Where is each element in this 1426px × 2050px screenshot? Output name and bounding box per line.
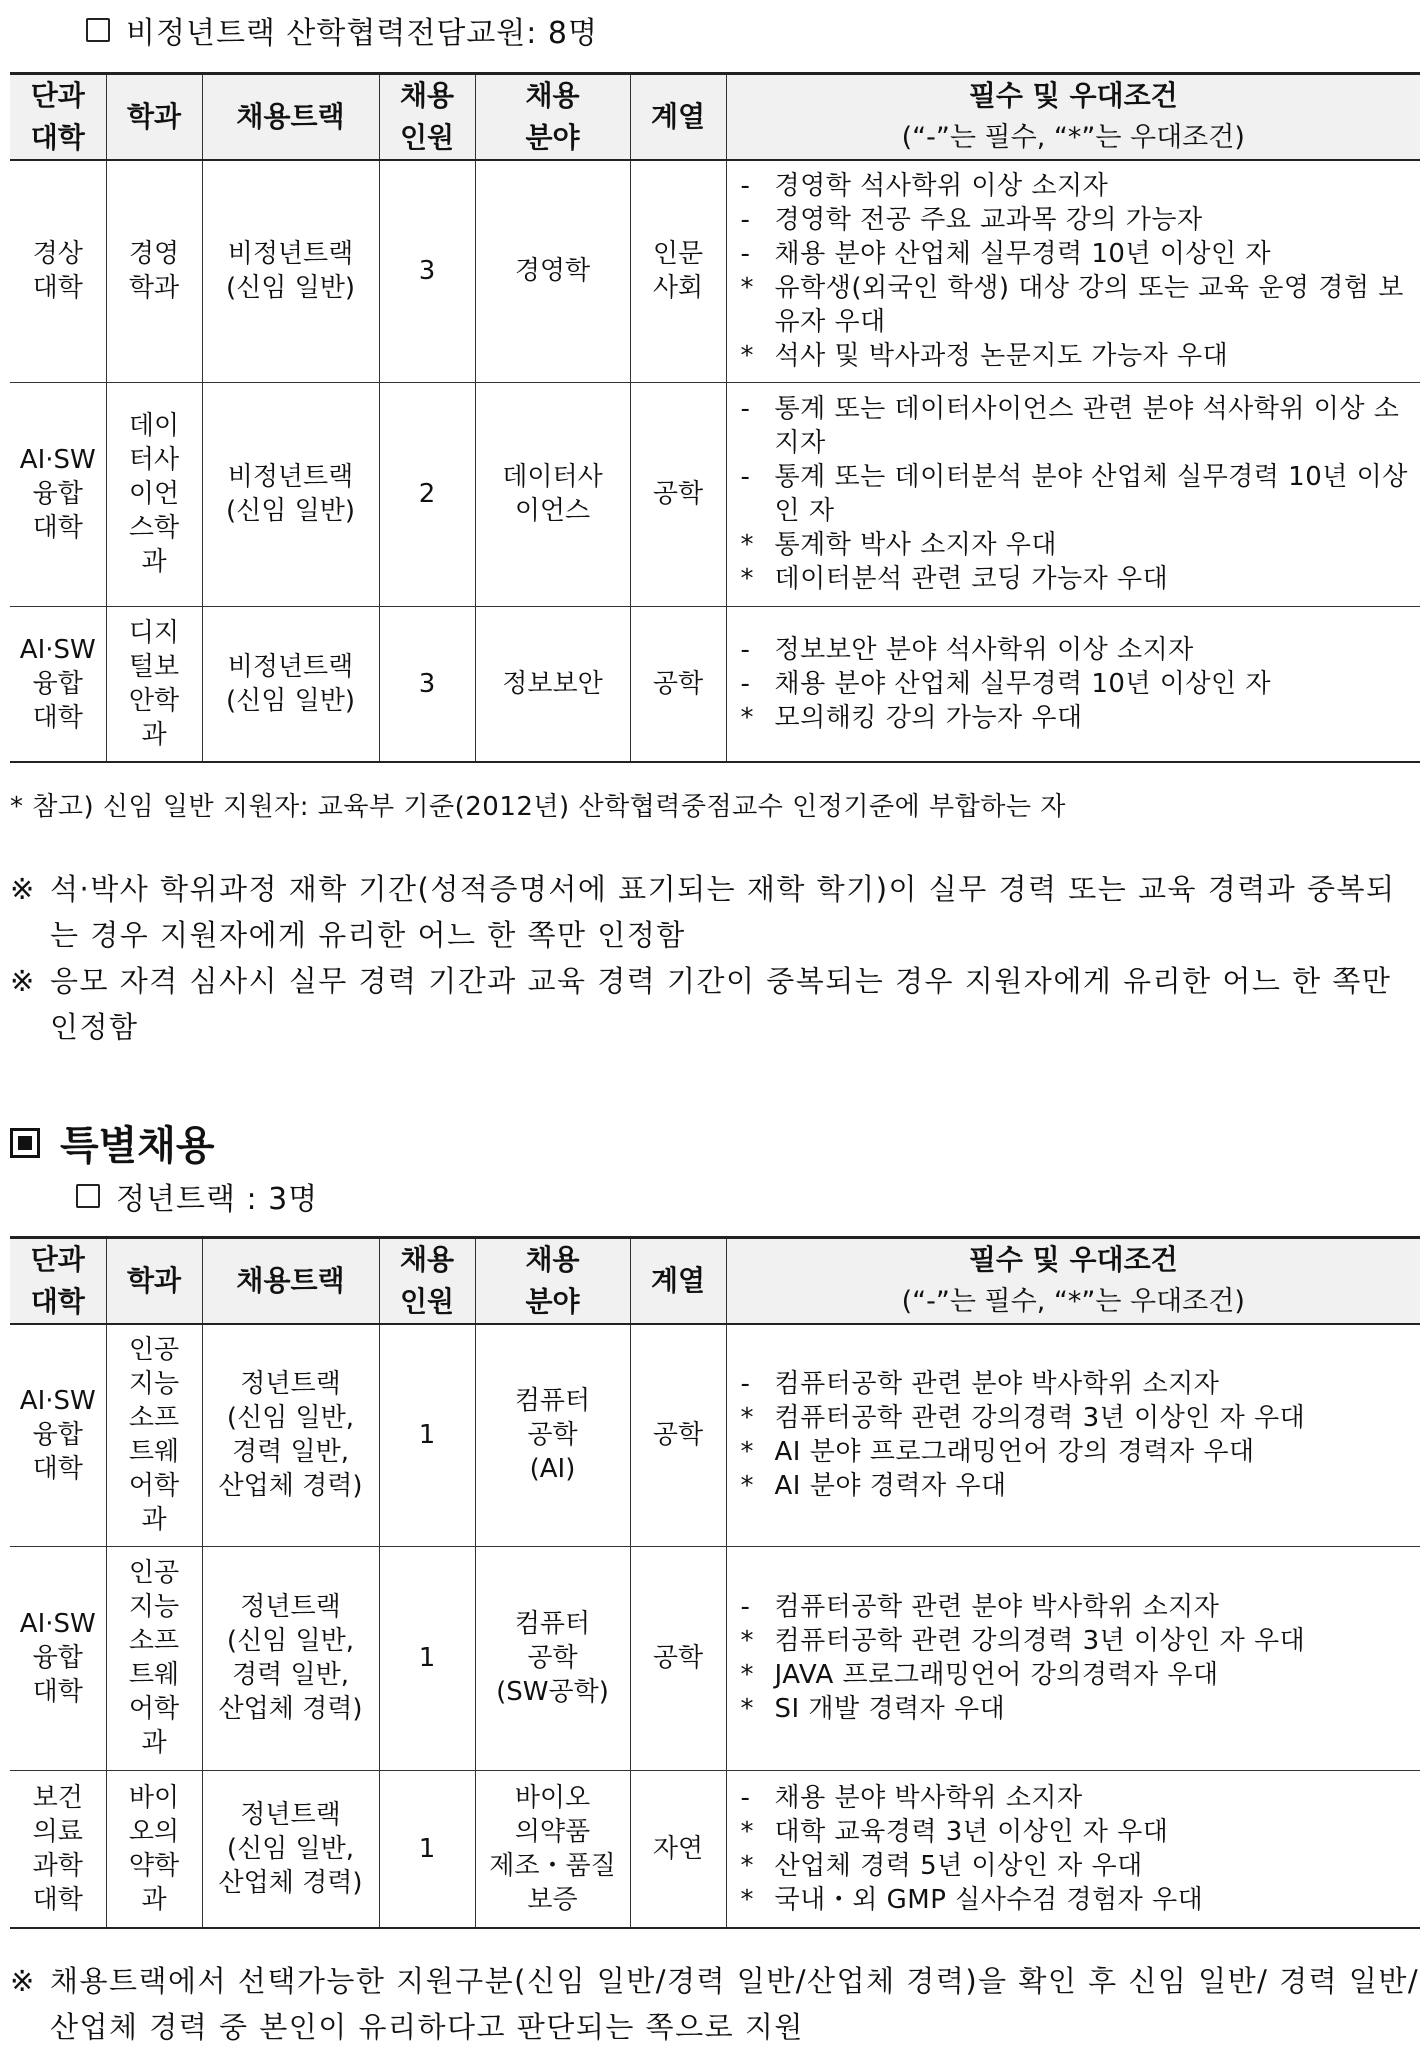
condition-text: 통계 또는 데이터사이언스 관련 분야 석사학위 이상 소지자 <box>774 394 1400 458</box>
header-dept: 학과 <box>106 1238 202 1325</box>
condition-text: 통계학 박사 소지자 우대 <box>774 530 1057 560</box>
cell-conditions <box>726 1546 1420 1770</box>
condition-item <box>741 1815 1411 1849</box>
condition-text: 유학생(외국인 학생) 대상 강의 또는 교육 운영 경험 보유자 우대 <box>774 273 1404 338</box>
cell-track: 정년트랙 (신임 일반, 경력 일반, 산업체 경력) <box>202 1546 379 1770</box>
cell-conditions <box>726 160 1420 382</box>
cell-track: 정년트랙 (신임 일반, 산업체 경력) <box>202 1770 379 1928</box>
condition-item <box>741 1849 1411 1883</box>
condition-text: 채용 분야 산업체 실무경력 10년 이상인 자 <box>774 668 1272 699</box>
cell-dept: 바이 오의 약학 과 <box>106 1770 202 1928</box>
condition-mark: * <box>740 530 754 560</box>
cell-field: 바이오 의약품 제조・품질 보증 <box>475 1770 630 1928</box>
condition-text: AI 분야 프로그래밍언어 강의 경력자 우대 <box>774 1437 1255 1468</box>
condition-mark: * <box>740 702 754 733</box>
condition-mark: - <box>740 1592 751 1622</box>
condition-item <box>741 203 1411 237</box>
condition-mark: * <box>740 1403 754 1434</box>
cell-series: 자연 <box>630 1770 726 1928</box>
cell-series: 공학 <box>630 1546 726 1770</box>
table1-header-row <box>10 74 1420 161</box>
condition-mark: - <box>740 634 751 665</box>
cell-college: 경상 대학 <box>10 160 106 382</box>
condition-item <box>741 562 1411 596</box>
filled-square-icon <box>10 1128 40 1158</box>
condition-item <box>741 1401 1411 1435</box>
section1-subtitle-text: 비정년트랙 산학협력전담교원: 8명 <box>126 16 598 51</box>
condition-item <box>741 528 1411 562</box>
table-row <box>10 606 1420 762</box>
section2-title: 특별채용 <box>60 1123 215 1169</box>
condition-mark: - <box>740 239 751 270</box>
condition-text: 산업체 경력 5년 이상인 자 우대 <box>774 1850 1143 1881</box>
table-row <box>10 1324 1420 1546</box>
condition-text: 경영학 전공 주요 교과목 강의 가능자 <box>774 205 1203 236</box>
header-track: 채용트랙 <box>202 74 379 161</box>
header-field: 채용 분야 <box>475 1238 630 1325</box>
cell-series: 공학 <box>630 606 726 762</box>
reference-mark: ※ <box>10 872 36 906</box>
condition-text: 석사 및 박사과정 논문지도 가능자 우대 <box>774 341 1229 372</box>
condition-mark: - <box>740 462 751 492</box>
header-field: 채용 분야 <box>475 74 630 161</box>
condition-text: 컴퓨터공학 관련 분야 박사학위 소지자 <box>774 1369 1220 1400</box>
cell-track: 비정년트랙 (신임 일반) <box>202 160 379 382</box>
cell-dept: 인공 지능 소프 트웨 어학 과 <box>106 1546 202 1770</box>
section2-subtitle-text: 정년트랙 : 3명 <box>116 1182 319 1217</box>
condition-text: 대학 교육경력 3년 이상인 자 우대 <box>774 1816 1169 1847</box>
condition-item <box>741 339 1411 373</box>
header-series: 계열 <box>630 1238 726 1325</box>
note-text: 석·박사 학위과정 재학 기간(성적증명서에 표기되는 재학 학기)이 실무 경력 또는 교육 경력과 중복되는 경우 지원자에게 유리한 어느 한 쪽만 인정함 <box>50 872 1396 952</box>
condition-mark: * <box>740 564 754 594</box>
cell-field: 컴퓨터 공학 (SW공학) <box>475 1546 630 1770</box>
condition-text: 컴퓨터공학 관련 분야 박사학위 소지자 <box>774 1592 1220 1622</box>
condition-item <box>741 1781 1411 1815</box>
header-college: 단과 대학 <box>10 1238 106 1325</box>
condition-item <box>741 392 1411 460</box>
condition-mark: * <box>740 1471 754 1502</box>
condition-text: 컴퓨터공학 관련 강의경력 3년 이상인 자 우대 <box>774 1403 1306 1434</box>
cell-track: 비정년트랙 (신임 일반) <box>202 382 379 606</box>
condition-mark: * <box>740 341 754 372</box>
table-row <box>10 1546 1420 1770</box>
cell-track: 정년트랙 (신임 일반, 경력 일반, 산업체 경력) <box>202 1324 379 1546</box>
condition-text: AI 분야 경력자 우대 <box>774 1471 1007 1502</box>
condition-item <box>741 1624 1411 1658</box>
cell-college: AI·SW 융합 대학 <box>10 1546 106 1770</box>
header-conditions-sub: (“-”는 필수, “*”는 우대조건) <box>901 122 1245 153</box>
condition-text: 채용 분야 박사학위 소지자 <box>774 1782 1083 1813</box>
condition-mark: * <box>740 1660 754 1690</box>
reference-mark: ※ <box>10 1964 36 1998</box>
condition-item <box>741 667 1411 701</box>
condition-mark: - <box>740 394 751 424</box>
condition-mark: * <box>740 1816 754 1847</box>
recruitment-table-2 <box>10 1236 1420 1929</box>
condition-mark: * <box>740 1694 754 1724</box>
header-track: 채용트랙 <box>202 1238 379 1325</box>
condition-text: 컴퓨터공학 관련 강의경력 3년 이상인 자 우대 <box>774 1626 1306 1656</box>
condition-item <box>741 1658 1411 1692</box>
condition-text: 모의해킹 강의 가능자 우대 <box>774 702 1083 733</box>
section2-notes <box>10 1958 1420 2050</box>
condition-text: 경영학 석사학위 이상 소지자 <box>774 171 1109 202</box>
cell-series: 공학 <box>630 382 726 606</box>
note-item <box>10 958 1420 1050</box>
table-row <box>10 1770 1420 1928</box>
condition-mark: - <box>740 668 751 699</box>
condition-item <box>741 460 1411 528</box>
cell-count: 2 <box>379 382 475 606</box>
cell-dept: 경영 학과 <box>106 160 202 382</box>
condition-item <box>741 1883 1411 1917</box>
cell-conditions <box>726 1324 1420 1546</box>
cell-college: AI·SW 융합 대학 <box>10 382 106 606</box>
condition-mark: - <box>740 205 751 236</box>
condition-text: SI 개발 경력자 우대 <box>774 1694 1006 1724</box>
condition-item <box>741 1435 1411 1469</box>
cell-conditions <box>726 382 1420 606</box>
header-count: 채용 인원 <box>379 74 475 161</box>
recruitment-table-1 <box>10 72 1420 763</box>
condition-item <box>741 1692 1411 1726</box>
header-college: 단과 대학 <box>10 74 106 161</box>
condition-item <box>741 633 1411 667</box>
cell-count: 3 <box>379 606 475 762</box>
condition-text: 데이터분석 관련 코딩 가능자 우대 <box>774 564 1169 594</box>
condition-item <box>741 237 1411 271</box>
cell-college: AI·SW 융합 대학 <box>10 606 106 762</box>
reference-mark: ※ <box>10 964 36 998</box>
note-text: 채용트랙에서 선택가능한 지원구분(신임 일반/경력 일반/산업체 경력)을 확인 후 신임 일반/ 경력 일반/ 산업체 경력 중 본인이 유리하다고 판단되는 쪽으로 지원 <box>50 1964 1420 2044</box>
condition-item <box>741 271 1411 339</box>
condition-text: 통계 또는 데이터분석 분야 산업체 실무경력 10년 이상인 자 <box>774 462 1408 526</box>
condition-item <box>741 1469 1411 1503</box>
section2-subtitle <box>76 1174 318 1218</box>
note-text: 응모 자격 심사시 실무 경력 기간과 교육 경력 기간이 중복되는 경우 지원자에게 유리한 어느 한 쪽만 인정함 <box>50 964 1392 1044</box>
condition-mark: * <box>740 273 754 304</box>
cell-dept: 디지 털보 안학 과 <box>106 606 202 762</box>
note-item <box>10 866 1420 958</box>
condition-text: 정보보안 분야 석사학위 이상 소지자 <box>774 634 1194 665</box>
section1-notes <box>10 866 1420 1050</box>
condition-mark: - <box>740 1782 751 1813</box>
cell-track: 비정년트랙 (신임 일반) <box>202 606 379 762</box>
empty-square-icon <box>76 1184 100 1208</box>
header-conditions-title: 필수 및 우대조건 <box>968 1243 1178 1276</box>
header-series: 계열 <box>630 74 726 161</box>
table-row <box>10 160 1420 382</box>
cell-dept: 데이 터사 이언 스학 과 <box>106 382 202 606</box>
cell-series: 공학 <box>630 1324 726 1546</box>
cell-conditions <box>726 606 1420 762</box>
header-dept: 학과 <box>106 74 202 161</box>
condition-mark: * <box>740 1884 754 1915</box>
cell-college: AI·SW 융합 대학 <box>10 1324 106 1546</box>
header-conditions <box>726 74 1420 161</box>
cell-field: 경영학 <box>475 160 630 382</box>
cell-count: 1 <box>379 1770 475 1928</box>
condition-mark: * <box>740 1850 754 1881</box>
condition-text: 국내・외 GMP 실사수검 경험자 우대 <box>774 1884 1204 1915</box>
condition-item <box>741 169 1411 203</box>
header-conditions-sub: (“-”는 필수, “*”는 우대조건) <box>901 1286 1245 1317</box>
cell-conditions <box>726 1770 1420 1928</box>
empty-square-icon <box>86 18 110 42</box>
cell-count: 1 <box>379 1324 475 1546</box>
section1-subtitle <box>86 8 598 52</box>
condition-mark: - <box>740 171 751 202</box>
condition-item <box>741 1367 1411 1401</box>
cell-dept: 인공 지능 소프 트웨 어학 과 <box>106 1324 202 1546</box>
header-count: 채용 인원 <box>379 1238 475 1325</box>
condition-text: 채용 분야 산업체 실무경력 10년 이상인 자 <box>774 239 1272 270</box>
cell-series: 인문 사회 <box>630 160 726 382</box>
table-row <box>10 382 1420 606</box>
cell-field: 정보보안 <box>475 606 630 762</box>
header-conditions <box>726 1238 1420 1325</box>
cell-field: 컴퓨터 공학 (AI) <box>475 1324 630 1546</box>
condition-mark: - <box>740 1369 751 1400</box>
cell-college: 보건 의료 과학 대학 <box>10 1770 106 1928</box>
cell-count: 1 <box>379 1546 475 1770</box>
cell-count: 3 <box>379 160 475 382</box>
section2-heading <box>10 1114 215 1171</box>
condition-item <box>741 701 1411 735</box>
header-conditions-title: 필수 및 우대조건 <box>968 79 1178 112</box>
condition-text: JAVA 프로그래밍언어 강의경력자 우대 <box>774 1660 1219 1690</box>
table2-header-row <box>10 1238 1420 1325</box>
condition-mark: * <box>740 1437 754 1468</box>
note-item <box>10 1958 1420 2050</box>
cell-field: 데이터사 이언스 <box>475 382 630 606</box>
condition-item <box>741 1590 1411 1624</box>
footnote: * 참고) 신임 일반 지원자: 교육부 기준(2012년) 산학협력중점교수 인정기준에 부합하는 자 <box>10 792 1066 822</box>
condition-mark: * <box>740 1626 754 1656</box>
